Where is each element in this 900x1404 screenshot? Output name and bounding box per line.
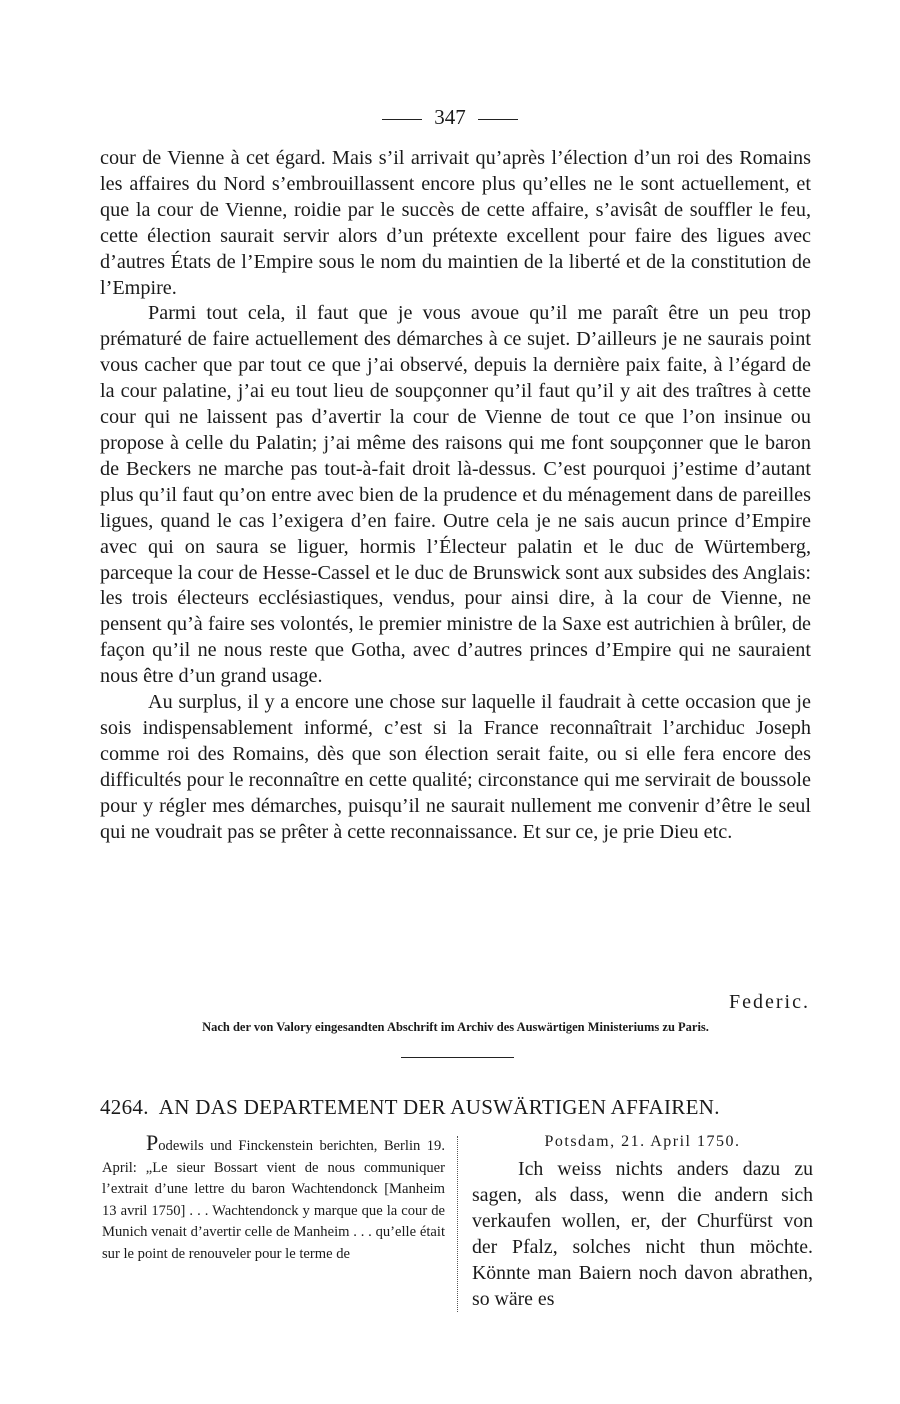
paragraph-3: Au surplus, il y a encore une chose sur laquelle il faudrait à cette occasion que je sois indispensablement informé, c’est si la France reconnaîtrait l’archiduc Joseph comme roi des Romains, dès que son élection serait faite, ou si elle fera encore des difficultés pour le reconnaître en cette qualité; circonstance qui me servirait de boussole pour y régler mes démarches, puisqu’il ne saurait nullement me convenir d’être le seul qui ne voudrait pas se prêter à cette reconnaissance. Et sur ce, je prie Dieu etc. xyxy=(100,691,811,843)
paragraph-1: cour de Vienne à cet égard. Mais s’il arrivait qu’après l’élection d’un roi des Romains les affaires du Nord s’embrouillassent encore plus qu’elles ne le sont actuellement, et que la cour de Vienne, roidie par le succès de cette affaire, s’avisât de souffler le feu, cette élection saurait servir alors d’un prétexte excellent pour faire des ligues avec d’autres États de l’Empire sous le nom du maintien de la liberté et de la constitution de l’Empire. xyxy=(100,147,811,299)
section-title: AN DAS DEPARTEMENT DER AUSWÄRTIGEN AFFAIREN. xyxy=(158,1095,720,1119)
paragraph-2: Parmi tout cela, il faut que je vous avoue qu’il me paraît être un peu trop prématuré de faire actuellement des démarches à ce sujet. D’ailleurs je ne saurais point vous cacher que par tout ce que j’ai observé, depuis la dernière paix faite, à l’égard de la cour palatine, j’ai eu tout lieu de soupçonner qu’il faut qu’il y ait des traîtres à cette cour qui ne laissent pas d’avertir la cour de Vienne de tout ce que l’on insinue ou propose à celle du Palatin; j’ai même des raisons qui me font soupçonner que le baron de Beckers ne marche pas tout-à-fait droit là-dessus. C’est pourquoi j’estime d’autant plus qu’il faut qu’on entre avec bien de la prudence et du ménagement dans de pareilles ligues, quand le cas l’exigera d’en faire. Outre cela je ne sais aucun prince d’Empire avec qui on saura se liguer, hormis l’Électeur palatin et le duc de Würtemberg, parceque la cour de Hesse-Cassel et le duc de Brunswick sont aux subsides des Anglais: les trois électeurs ecclésiastiques, vendus, pour ainsi dire, à la cour de Vienne, ne pensent qu’à faire ses volontés, le premier ministre de la Saxe est autrichien à brûler, de façon qu’il ne nous reste que Gotha, avec d’autres princes d’Empire qui ne sauraient nous être d’un grand usage. xyxy=(100,302,811,688)
section-number: 4264. xyxy=(100,1095,149,1119)
letter-body xyxy=(100,146,811,845)
report-summary xyxy=(102,1132,445,1266)
source-note: Nach der von Valory eingesandten Abschrift im Archiv des Auswärtigen Ministeriums zu Paris. xyxy=(202,1020,709,1034)
dateline: Potsdam, 21. April 1750. xyxy=(544,1133,741,1150)
report-summary-text: odewils und Finckenstein berichten, Berlin 19. April: „Le sieur Bossart vient de nous communiquer l’extrait d’une lettre du baron Wachtendonck [Manheim 13 avril 1750] . . . Wachtendonck y marque que la cour de Munich venait d’avertir celle de Manheim . . . qu’elle était sur le point de renouveler pour le terme de xyxy=(102,1138,445,1262)
page-number-text: 347 xyxy=(434,105,466,129)
page-number-dash-left xyxy=(382,119,422,120)
column-divider xyxy=(457,1136,458,1312)
reply-column xyxy=(472,1132,813,1312)
signature: Federic. xyxy=(729,991,810,1013)
reply-text: Ich weiss nichts anders dazu zu sagen, als dass, wenn die andern sich verkaufen wollen, er, der Churfürst von der Pfalz, solches nicht thun möchte. Könnte man Baiern noch davon abrathen, so wäre es xyxy=(472,1158,813,1310)
report-summary-column xyxy=(102,1132,445,1266)
drop-cap: P xyxy=(146,1130,159,1155)
section-heading xyxy=(100,1094,820,1120)
section-separator xyxy=(401,1057,514,1058)
page-number-dash-right xyxy=(478,119,518,120)
page-number xyxy=(0,104,900,130)
